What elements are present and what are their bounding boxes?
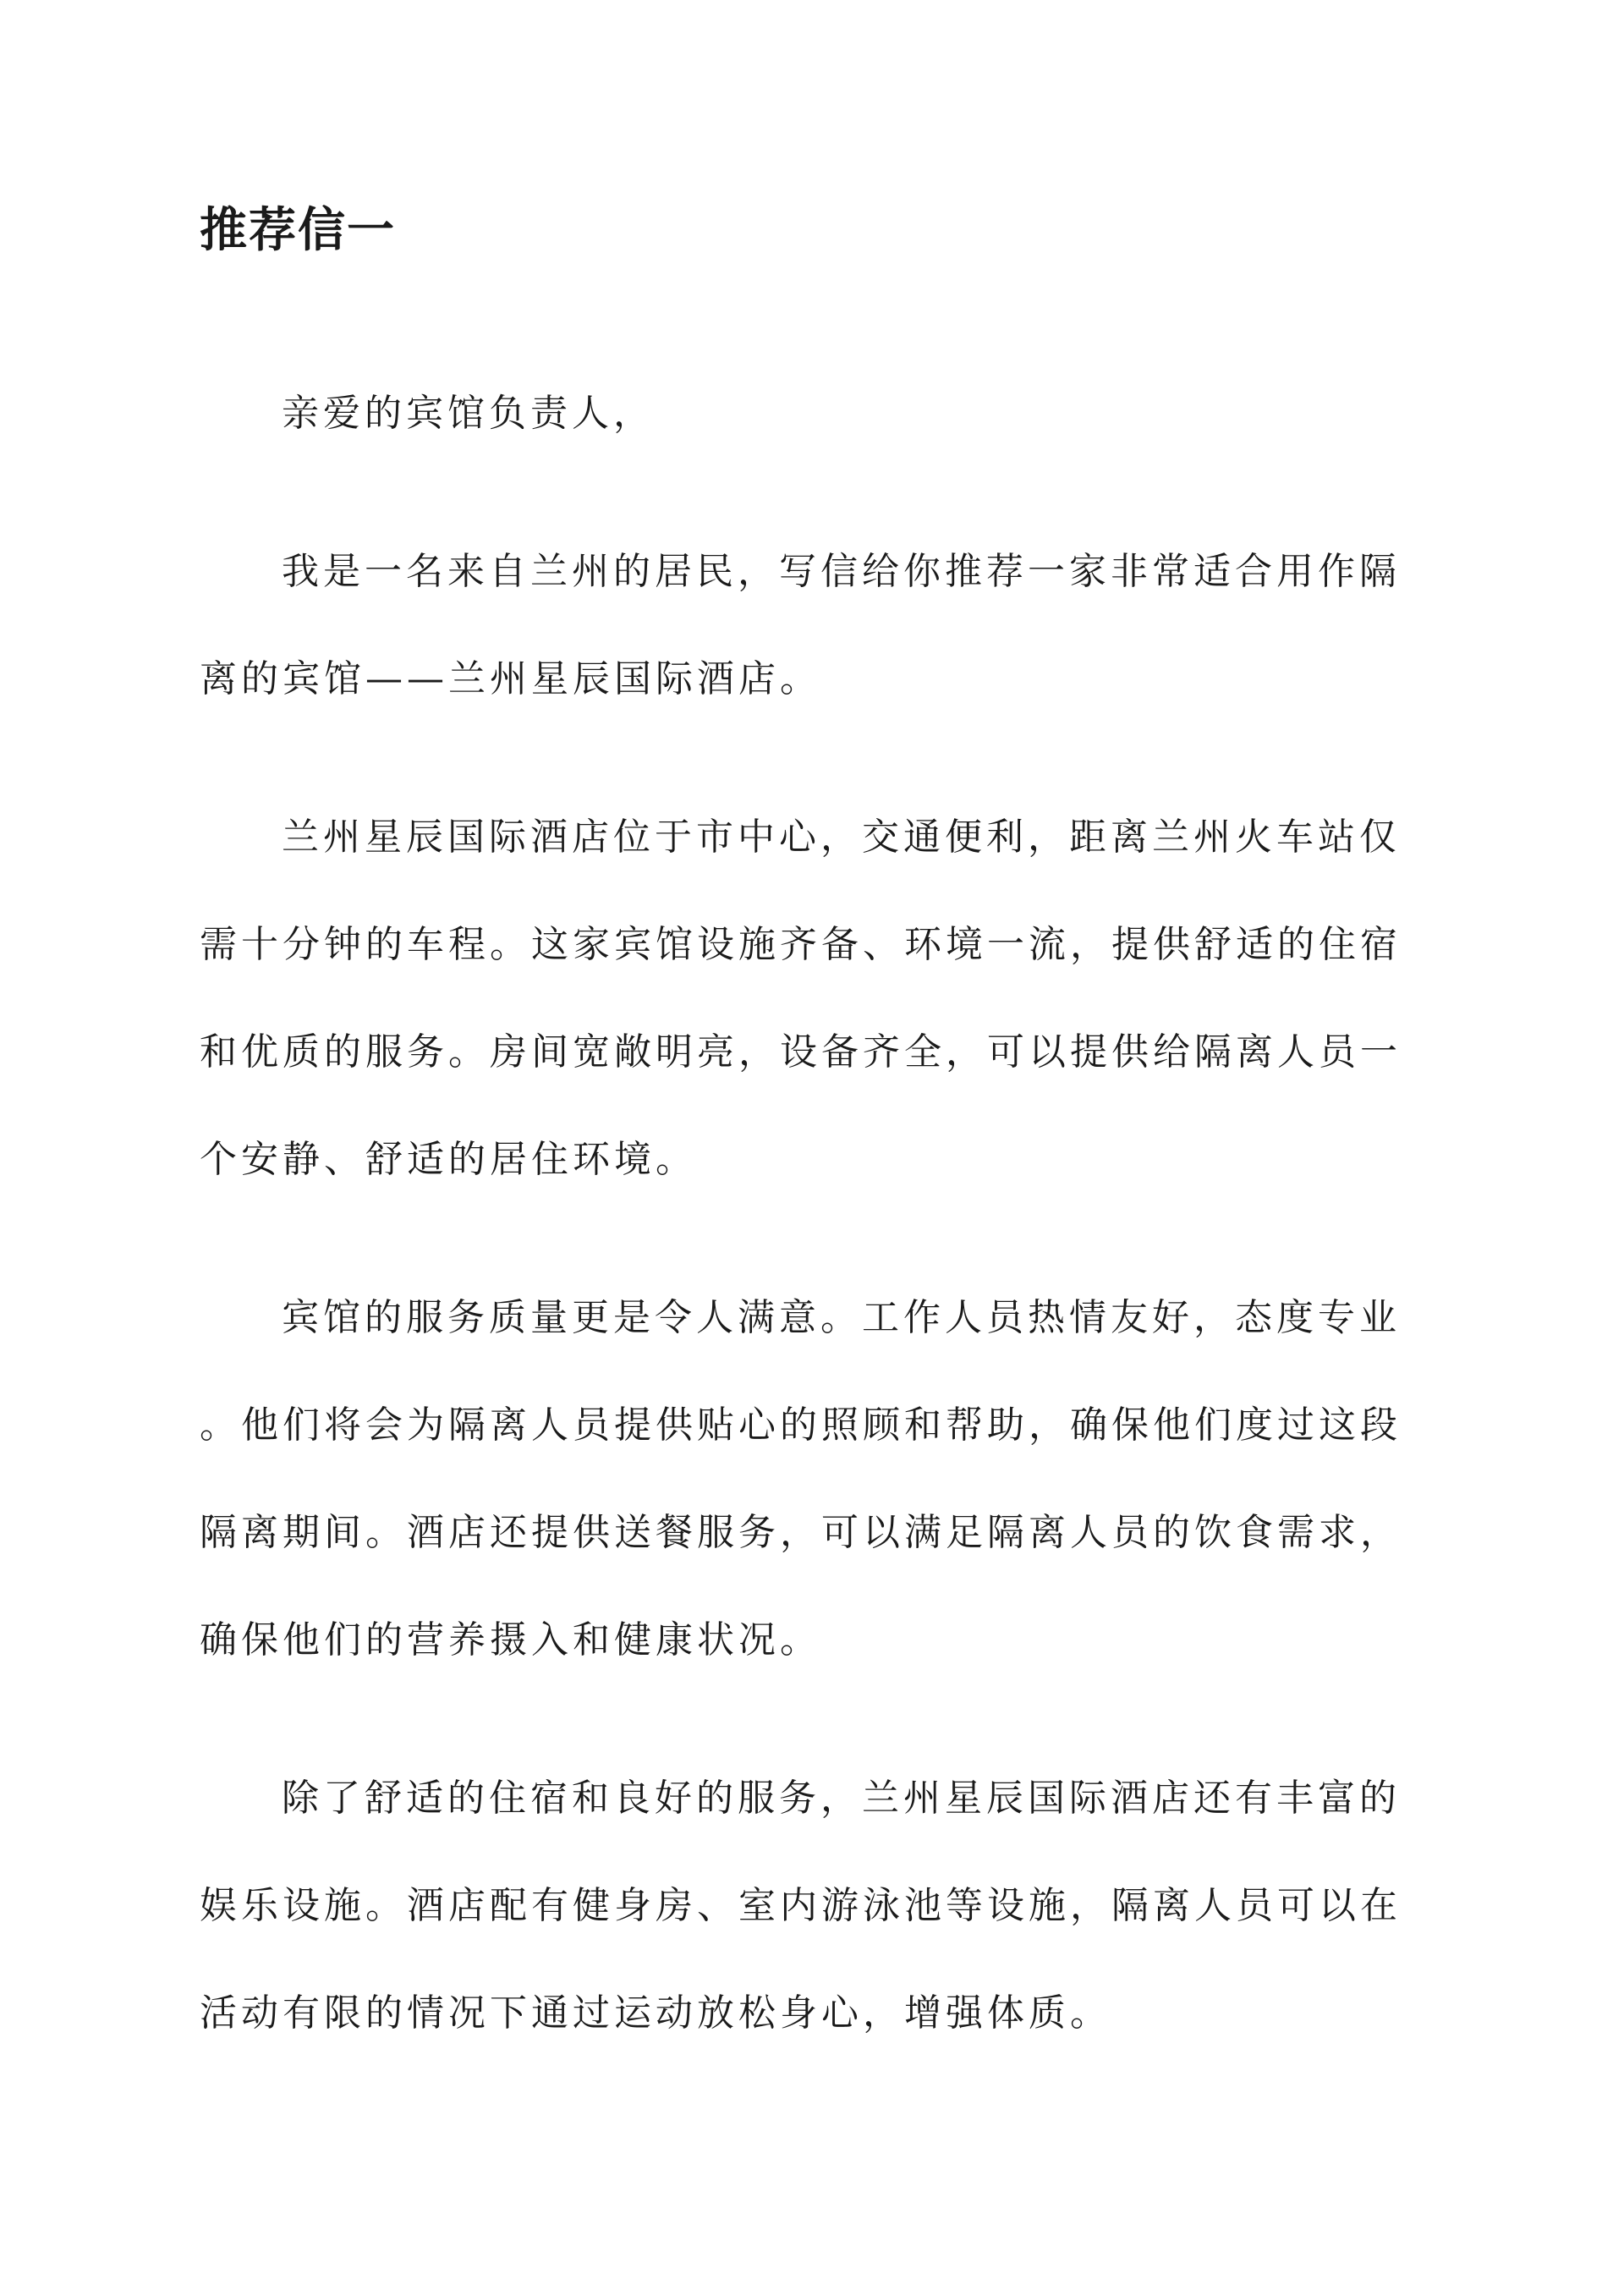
paragraph-line: 我是一名来自兰州的居民，写信给你推荐一家非常适合用作隔 xyxy=(282,550,1401,593)
paragraph-line: 离的宾馆——兰州星辰国际酒店。 xyxy=(200,657,821,700)
paragraph-3 xyxy=(200,1264,1426,1694)
paragraph-line: 需十分钟的车程。这家宾馆设施齐备、环境一流，提供舒适的住宿 xyxy=(200,923,1402,966)
paragraph-line: 确保他们的营养摄入和健康状况。 xyxy=(200,1618,821,1662)
paragraph-4 xyxy=(200,1744,1426,2067)
paragraph-line: 活动有限的情况下通过运动放松身心，增强体质。 xyxy=(200,1991,1111,2035)
paragraph-line: 娱乐设施。酒店配有健身房、室内游泳池等设施，隔离人员可以在 xyxy=(200,1884,1402,1927)
paragraph-line: 除了舒适的住宿和良好的服务，兰州星辰国际酒店还有丰富的 xyxy=(282,1777,1401,1820)
salutation: 亲爱的宾馆负责人， xyxy=(282,392,655,435)
paragraph-line: 兰州星辰国际酒店位于市中心，交通便利，距离兰州火车站仅 xyxy=(282,816,1401,859)
paragraph-line: 。他们将会为隔离人员提供贴心的照顾和帮助，确保他们度过这段 xyxy=(200,1403,1402,1447)
letter-title: 推荐信一 xyxy=(200,203,396,258)
paragraph-line: 个安静、舒适的居住环境。 xyxy=(200,1138,697,1181)
letter-body xyxy=(200,184,1426,2067)
paragraph-line: 和优质的服务。房间宽敞明亮，设备齐全，可以提供给隔离人员一 xyxy=(200,1030,1402,1074)
paragraph-line: 隔离期间。酒店还提供送餐服务，可以满足隔离人员的饮食需求， xyxy=(200,1511,1402,1554)
paragraph-1 xyxy=(200,518,1426,733)
paragraph-line: 宾馆的服务质量更是令人满意。工作人员热情友好，态度专业 xyxy=(282,1296,1401,1339)
paragraph-2 xyxy=(200,783,1426,1213)
